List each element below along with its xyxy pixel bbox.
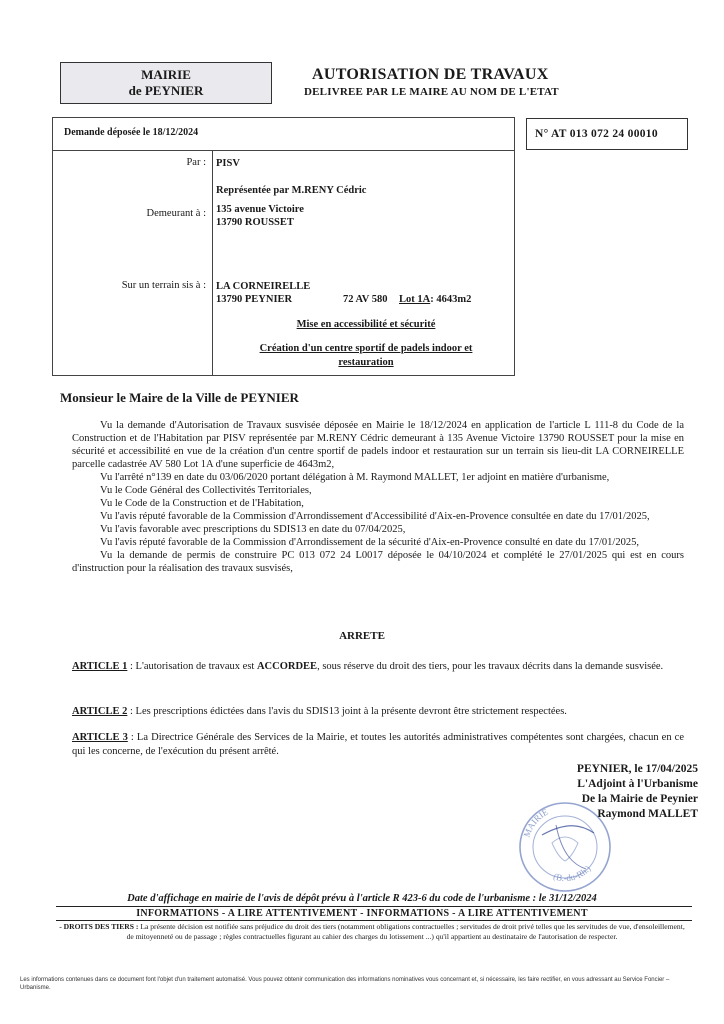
parcel-ref: 72 AV 580 bbox=[343, 294, 388, 305]
article-3 bbox=[72, 731, 684, 758]
terrain-city: 13790 PEYNIER bbox=[216, 294, 293, 305]
vu-item: Vu l'avis réputé favorable de la Commission d'Arrondissement de la sécurité d'Aix-en-Provence consulté en date du 17/01/2025, bbox=[100, 537, 639, 548]
mairie-box bbox=[60, 62, 272, 104]
document-title: AUTORISATION DE TRAVAUX bbox=[312, 66, 549, 83]
divider bbox=[56, 906, 692, 907]
vu-item: Vu l'arrêté n°139 en date du 03/06/2020 portant délégation à M. Raymond MALLET, 1er adjoint en matière d'urbanisme, bbox=[100, 472, 610, 483]
third-party-rights bbox=[58, 922, 686, 941]
vu-item: Vu l'avis favorable avec prescriptions du SDIS13 en date du 07/04/2025, bbox=[100, 524, 406, 535]
arrete-heading: ARRETE bbox=[339, 630, 385, 642]
lot-label: Lot 1A bbox=[399, 294, 431, 305]
considerations bbox=[72, 419, 684, 575]
terrain-label: Sur un terrain sis à : bbox=[121, 280, 206, 291]
document-subtitle: DELIVREE PAR LE MAIRE AU NOM DE L'ETAT bbox=[304, 86, 559, 98]
information-banner: INFORMATIONS - A LIRE ATTENTIVEMENT - INFORMATIONS - A LIRE ATTENTIVEMENT bbox=[136, 908, 588, 919]
terrain-locality: LA CORNEIRELLE bbox=[216, 281, 311, 292]
signature-office: De la Mairie de Peynier bbox=[581, 793, 698, 805]
vu-item: Vu la demande de permis de construire PC 013 072 24 L0017 déposée le 04/10/2024 et complété le 27/01/2025 qui est en cours d'instruction pour la réalisation des travaux susvisés, bbox=[72, 550, 684, 574]
vu-item: Vu le Code de la Construction et de l'Habitation, bbox=[100, 498, 304, 509]
article-1-label: ARTICLE 1 bbox=[72, 661, 128, 672]
article-2-text: : Les prescriptions édictées dans l'avis du SDIS13 joint à la présente devront être strictement respectées. bbox=[127, 706, 567, 717]
signature-place-date: PEYNIER, le 17/04/2025 bbox=[576, 763, 698, 775]
purpose-2 bbox=[216, 342, 516, 370]
permit-number: N° AT 013 072 24 00010 bbox=[535, 128, 658, 140]
applicant-name: PISV bbox=[216, 158, 240, 169]
representative: Représentée par M.RENY Cédric bbox=[216, 185, 367, 196]
article-3-text: : La Directrice Générale des Services de la Mairie, et toutes les autorités administratives compétentes sont chargées, chacun en ce qui les concerne, de l'exécution du présent arrêté. bbox=[72, 732, 684, 757]
signature-role: L'Adjoint à l'Urbanisme bbox=[577, 778, 698, 790]
affichage-date: Date d'affichage en mairie de l'avis de dépôt prévu à l'article R 423-6 du code de l'urbanisme : le 31/12/2024 bbox=[127, 893, 597, 904]
rights-text: La présente décision est notifiée sans préjudice du droit des tiers (notamment obligations contractuelles ; servitudes de droit privé telles que les servitudes de vue, d'ensoleillement, de mitoyenneté ou de passage ; règles contractuelles figurant au cahier des charges du lotissement ...) qu'il appartient au destinataire de l'autorisation de respecter. bbox=[126, 922, 685, 941]
article-1 bbox=[72, 660, 684, 674]
signature-block bbox=[440, 762, 698, 822]
lot-area: : 4643m2 bbox=[430, 294, 472, 305]
article-1-text-end: , sous réserve du droit des tiers, pour les travaux décrits dans la demande susvisée. bbox=[317, 661, 664, 672]
privacy-notice: Les informations contenues dans ce document font l'objet d'un traitement automatisé. Vous pouvez obtenir communication des informations nominatives vous concernant et, si nécessaire, les faire rectifier, en vous adressant au Service Foncier – Urbanisme. bbox=[20, 977, 670, 991]
accordee-text: ACCORDEE bbox=[256, 661, 318, 672]
article-2 bbox=[72, 705, 684, 719]
purpose-2-line2: restauration bbox=[338, 357, 394, 368]
vu-item: Vu l'avis réputé favorable de la Commission d'Arrondissement d'Accessibilité d'Aix-en-Provence consultée en date du 17/01/2025, bbox=[100, 511, 650, 522]
article-2-label: ARTICLE 2 bbox=[72, 706, 128, 717]
stamp-top-text: MAIRIE bbox=[521, 806, 550, 839]
divider bbox=[56, 920, 692, 921]
rights-label: - DROITS DES TIERS : bbox=[59, 922, 139, 931]
article-3-label: ARTICLE 3 bbox=[72, 732, 128, 743]
purpose-2-line1: Création d'un centre sportif de padels indoor et bbox=[259, 343, 473, 354]
deposit-date: Demande déposée le 18/12/2024 bbox=[64, 127, 199, 138]
svg-text:(B.-du-Rh.) bbox=[552, 863, 592, 883]
lot-info bbox=[399, 293, 471, 306]
par-label: Par : bbox=[186, 157, 206, 168]
address-line2: 13790 ROUSSET bbox=[216, 217, 294, 228]
mairie-label: MAIRIE bbox=[141, 67, 191, 82]
vu-item: Vu le Code Général des Collectivités Territoriales, bbox=[100, 485, 312, 496]
mairie-city: de PEYNIER bbox=[128, 83, 204, 98]
stamp-bottom-text: (B.-du-Rh.) bbox=[552, 863, 593, 884]
frame-divider bbox=[212, 150, 213, 376]
address-line1: 135 avenue Victoire bbox=[216, 204, 304, 215]
demeurant-label: Demeurant à : bbox=[146, 208, 206, 219]
signature-name: Raymond MALLET bbox=[597, 808, 698, 820]
vu-item: Vu la demande d'Autorisation de Travaux susvisée déposée en Mairie le 18/12/2024 en application de l'article L 111-8 du Code de la Construction et de l'Habitation par PISV représentée par M.RENY Cédric demeurant à 135 Avenue Victoire 13790 ROUSSET pour la mise en sécurité et accessibilité en vue de la création d'un centre sportif de padels indoor et restauration sur un terrain sis lieu-dit LA CORNEIRELLE parcelle cadastrée AV 580 Lot 1A d'une superficie de 4643m2, bbox=[72, 420, 684, 470]
greeting: Monsieur le Maire de la Ville de PEYNIER bbox=[60, 390, 299, 405]
article-1-text: : L'autorisation de travaux est bbox=[127, 661, 257, 672]
purpose-1: Mise en accessibilité et sécurité bbox=[296, 319, 436, 330]
